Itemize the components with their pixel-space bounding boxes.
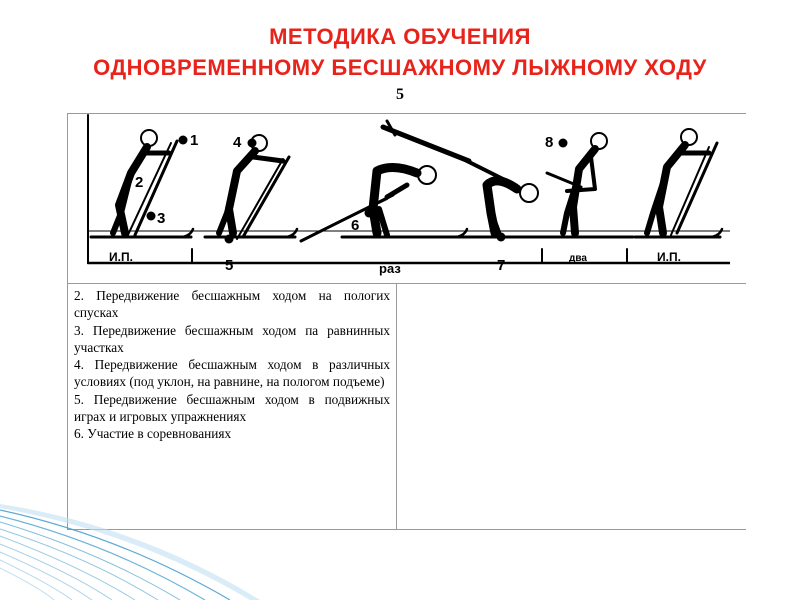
- phase-number-6: 6: [351, 217, 360, 234]
- title-line-2: ОДНОВРЕМЕННОМУ БЕСШАЖНОМУ ЛЫЖНОМУ ХОДУ: [93, 55, 707, 80]
- phase-label-raz: раз: [379, 261, 401, 276]
- exercise-list: [74, 287, 390, 443]
- phase-number-7: 7: [497, 257, 506, 274]
- table-column-divider: [396, 283, 397, 530]
- phase-number-2: 2: [135, 174, 144, 191]
- phase-number-1: 1: [190, 132, 199, 149]
- phase-label-dva: два: [569, 253, 587, 264]
- phase-number-5: 5: [225, 257, 234, 274]
- table-row-divider: [67, 283, 746, 284]
- table-left-border: [67, 113, 68, 530]
- decorative-swoosh: [0, 496, 800, 600]
- list-item: 3. Передвижение бесшажным ходом па равнинных участках: [74, 322, 390, 355]
- ski-technique-illustration: [87, 113, 730, 280]
- list-item: 2. Передвижение бесшажным ходом на пологих спусках: [74, 288, 390, 321]
- list-item: 5. Передвижение бесшажным ходом в подвижных играх и игровых упражнениях: [74, 391, 390, 425]
- phase-number-4: 4: [233, 134, 242, 151]
- phase-number-3: 3: [157, 210, 166, 227]
- phase-label-start: И.П.: [109, 250, 133, 264]
- phase-label-end: И.П.: [657, 250, 681, 264]
- list-item: 6. Участие в соревнованиях: [74, 426, 232, 442]
- list-item: 4. Передвижение бесшажным ходом в различных условиях (под уклон, на равнине, на пологом подъеме): [74, 357, 390, 390]
- slide-number: 5: [396, 86, 404, 103]
- phase-number-8: 8: [545, 134, 554, 151]
- title-line-1: МЕТОДИКА ОБУЧЕНИЯ: [269, 24, 531, 49]
